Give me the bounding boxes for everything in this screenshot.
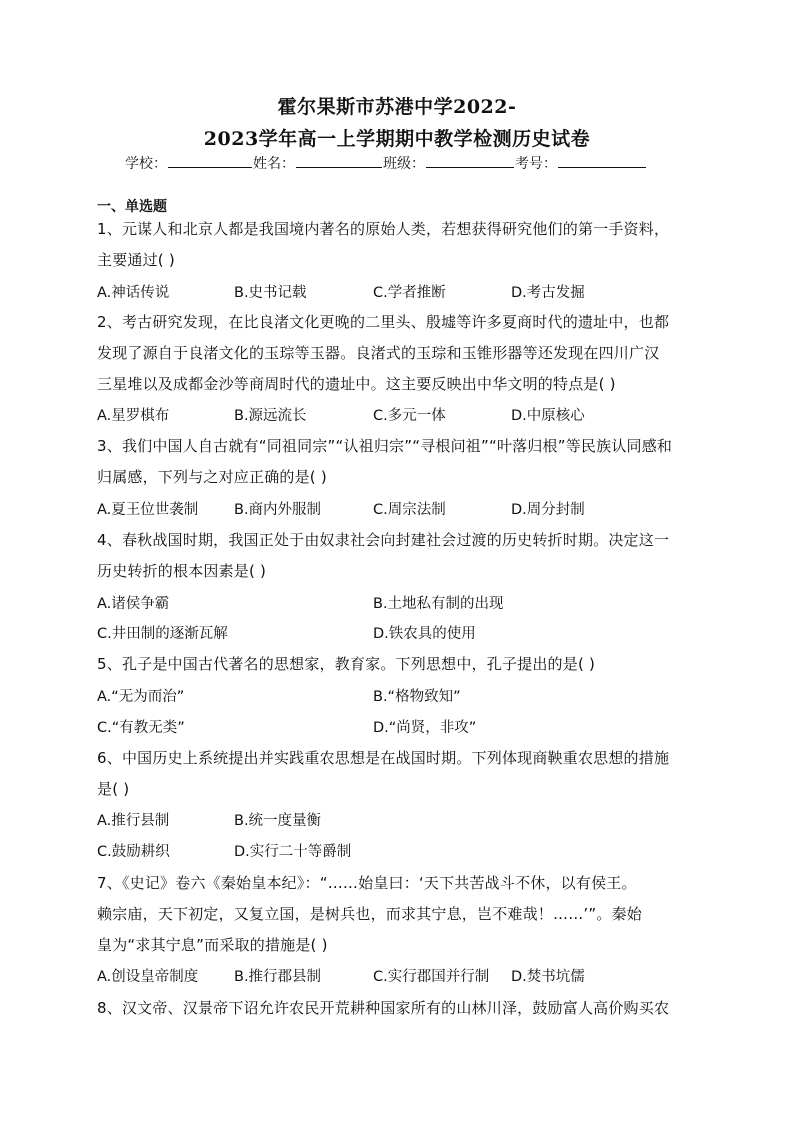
question-3-line-2: 归属感，下列与之对应正确的是( )	[97, 468, 327, 486]
question-7-option-d[interactable]: D.焚书坑儒	[511, 969, 585, 985]
question-5-line-1: 5、孔子是中国古代著名的思想家，教育家。下列思想中，孔子提出的是( )	[97, 655, 596, 673]
question-6-option-a[interactable]: A.推行县制	[97, 813, 170, 829]
question-7-line-2: 赖宗庙，天下初定，又复立国，是树兵也，而求其宁息，岂不难哉！……’”。秦始	[97, 905, 642, 923]
question-2-line-3: 三星堆以及成都金沙等商周时代的遗址中。这主要反映出中华文明的特点是( )	[97, 375, 616, 393]
question-7-line-3: 皇为“求其宁息”而采取的措施是( )	[97, 936, 328, 954]
question-3-option-a[interactable]: A.夏王位世袭制	[97, 502, 199, 518]
question-6-option-b[interactable]: B.统一度量衡	[234, 813, 322, 829]
question-2-line-1: 2、考古研究发现，在比良渚文化更晚的二里头、殷墟等许多夏商时代的遗址中，也都	[97, 313, 670, 331]
question-3-option-d[interactable]: D.周分封制	[511, 502, 585, 518]
question-4-option-b[interactable]: B.土地私有制的出现	[373, 596, 504, 612]
exam-number-label: 考号：	[515, 156, 557, 172]
question-6-option-d[interactable]: D.实行二十等爵制	[234, 844, 352, 860]
exam-title-line1: 霍尔果斯市苏港中学2022-	[277, 96, 517, 118]
question-7-option-a[interactable]: A.创设皇帝制度	[97, 969, 199, 985]
name-blank[interactable]	[296, 153, 382, 168]
question-6-line-1: 6、中国历史上系统提出并实践重农思想是在战国时期。下列体现商鞅重农思想的措施	[97, 749, 670, 767]
question-7-line-1: 7、《史记》卷六《秦始皇本纪》：“……始皇曰：‘天下共苦战斗不休，以有侯王。	[97, 874, 637, 892]
class-label: 班级：	[383, 156, 425, 172]
question-5-option-b[interactable]: B.“格物致知”	[373, 689, 461, 705]
question-3-option-c[interactable]: C.周宗法制	[373, 502, 446, 518]
question-5-option-c[interactable]: C.“有教无类”	[97, 720, 185, 736]
section-title: 一、单选题	[97, 199, 167, 215]
question-2-option-a[interactable]: A.星罗棋布	[97, 408, 170, 424]
question-1-line-2: 主要通过( )	[97, 251, 175, 269]
school-blank[interactable]	[168, 153, 252, 168]
exam-title-line2: 2023学年高一上学期期中教学检测历史试卷	[203, 128, 591, 150]
question-1-line-1: 1、元谋人和北京人都是我国境内著名的原始人类，若想获得研究他们的第一手资料，	[97, 220, 670, 238]
question-1-option-c[interactable]: C.学者推断	[373, 285, 446, 301]
question-6-line-2: 是( )	[97, 780, 130, 798]
question-4-line-1: 4、春秋战国时期，我国正处于由奴隶社会向封建社会过渡的历史转折时期。决定这一	[97, 531, 670, 549]
question-6-option-c[interactable]: C.鼓励耕织	[97, 844, 170, 860]
question-7-option-b[interactable]: B.推行郡县制	[234, 969, 322, 985]
question-2-line-2: 发现了源自于良渚文化的玉琮等玉器。良渚式的玉琮和玉锥形器等还发现在四川广汉	[97, 344, 660, 362]
question-3-line-1: 3、我们中国人自古就有“同祖同宗”“认祖归宗”“寻根问祖”“叶落归根”等民族认同感和	[97, 437, 673, 455]
question-8-line-1: 8、汉文帝、汉景帝下诏允许农民开荒耕种国家所有的山林川泽，鼓励富人高价购买农	[97, 999, 670, 1017]
question-2-option-d[interactable]: D.中原核心	[511, 408, 585, 424]
question-4-option-a[interactable]: A.诸侯争霸	[97, 596, 170, 612]
question-3-option-b[interactable]: B.商内外服制	[234, 502, 322, 518]
class-blank[interactable]	[426, 153, 514, 168]
question-1-option-b[interactable]: B.史书记载	[234, 285, 307, 301]
school-label: 学校：	[125, 156, 167, 172]
question-1-option-a[interactable]: A.神话传说	[97, 285, 170, 301]
question-4-option-c[interactable]: C.井田制的逐渐瓦解	[97, 626, 228, 642]
question-1-option-d[interactable]: D.考古发掘	[511, 285, 585, 301]
question-2-option-c[interactable]: C.多元一体	[373, 408, 446, 424]
question-4-option-d[interactable]: D.铁农具的使用	[373, 626, 476, 642]
student-info-row	[125, 153, 647, 173]
question-5-option-d[interactable]: D.“尚贤，非攻”	[373, 720, 477, 736]
question-5-option-a[interactable]: A.“无为而治”	[97, 689, 185, 705]
exam-number-blank[interactable]	[558, 153, 646, 168]
question-2-option-b[interactable]: B.源远流长	[234, 408, 307, 424]
question-4-line-2: 历史转折的根本因素是( )	[97, 562, 267, 580]
name-label: 姓名：	[253, 156, 295, 172]
question-7-option-c[interactable]: C.实行郡国并行制	[373, 969, 490, 985]
